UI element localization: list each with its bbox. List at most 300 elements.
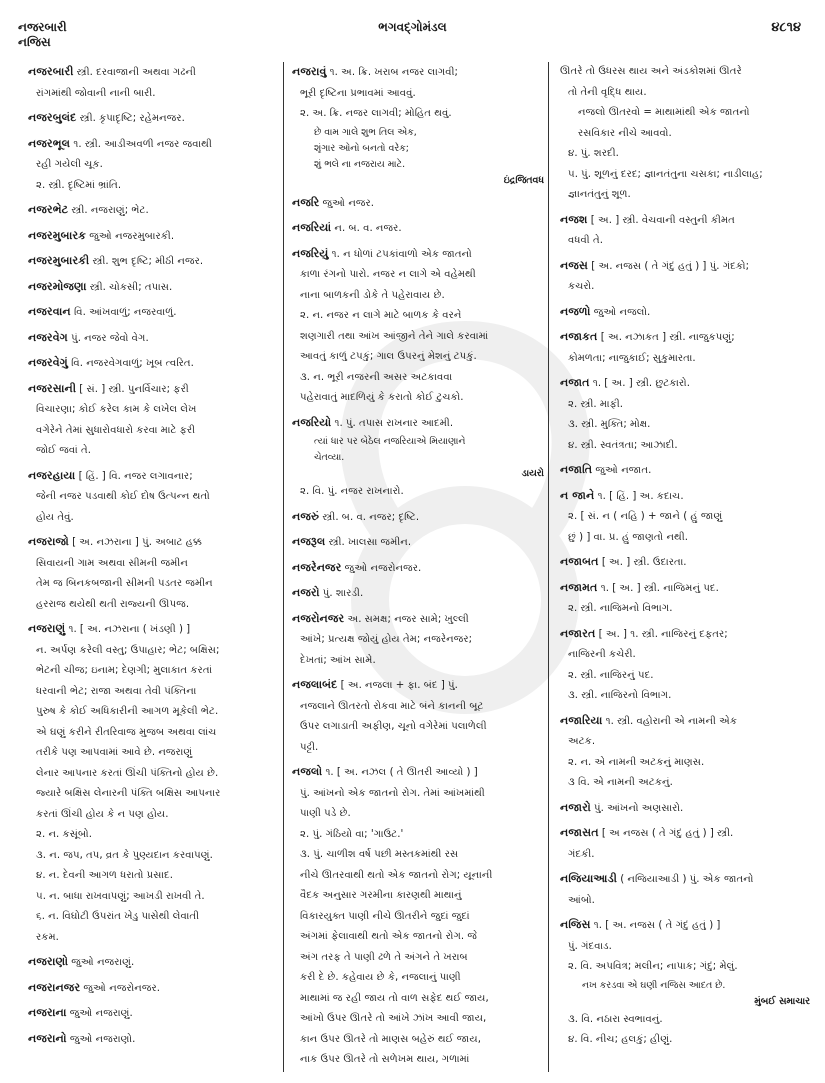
definition-text: સ્ત્રી. કૃપાદૃષ્ટિ; રહેમનજર. <box>79 113 185 124</box>
definition-text: તરીકે પણ આપવામાં આવે છે. નજરાણું <box>36 747 193 758</box>
definition-line <box>292 413 544 435</box>
dictionary-entry <box>28 952 278 974</box>
definition-text: જુઓ નજરાણું. <box>69 1008 133 1019</box>
definition-text: [ અ. નઝાકત ] સ્ત્રી. નાજુકપણું; <box>600 332 735 343</box>
definition-text: ૧. [ અ. નજસ ( તે ગંદું હતું ) ] <box>593 920 721 931</box>
definition-line <box>28 554 278 575</box>
dictionary-entry <box>28 466 278 529</box>
definition-line <box>292 609 544 631</box>
definition-line <box>28 508 278 529</box>
definition-text: [ અ. ] સ્ત્રી. વેચવાની વસ્તુની કીમત <box>590 214 735 226</box>
definition-line <box>560 624 810 646</box>
dictionary-entry <box>560 327 810 369</box>
sense-line: ૨. સ્ત્રી. માફી. <box>568 398 623 410</box>
sense-line: ૩. પું. ચાળીશ વર્ષ પછી મસ્તકમાંથી રસ <box>300 849 459 860</box>
dictionary-entry <box>292 532 544 554</box>
definition-text: તેમ જ બિનકબજાની સીમની પડતર જમીન <box>36 578 213 589</box>
quotation-line: નખ કરડવા એ ઘણી નજિસ આદત છે. <box>582 979 726 991</box>
definition-text: જુઓ નજાત. <box>595 465 652 476</box>
definition-line <box>560 915 810 937</box>
definition-text: આંખે; પ્રત્યક્ષ જોયું હોય તેમ; નજરેનજર; <box>300 634 473 645</box>
definition-line <box>560 83 810 104</box>
column-3 <box>560 62 810 1055</box>
sense-line: ૨. પું. ગંઠિયો વા; 'ગાઉટ.' <box>300 828 404 840</box>
definition-line <box>28 251 278 273</box>
definition-text: ન. બ. વ. નજર. <box>334 223 402 234</box>
quotation-line: ચેતવ્યા. <box>314 452 345 463</box>
sense-line: વૈદક અનુસાર ગરમીના કારણથી માથાનું <box>300 890 462 901</box>
definition-text: પુરુષ કે કોઈ અધિકારીની આગળ મૂકેલી ભેટ. <box>36 706 219 717</box>
definition-line <box>560 62 810 83</box>
definition-line <box>28 1003 278 1025</box>
guide-word-last: નજિસ <box>18 35 51 49</box>
definition-line <box>560 327 810 349</box>
dictionary-entry <box>28 200 278 222</box>
headword: નજાસત <box>560 826 599 839</box>
definition-line <box>28 353 278 375</box>
dictionary-entry <box>28 978 278 1000</box>
headword: નજાતિ <box>560 463 593 476</box>
definition-line <box>292 630 544 651</box>
definition-line <box>28 952 278 974</box>
dictionary-entry <box>292 193 544 215</box>
definition-text: રહી ગયેલી ચૂક. <box>36 159 103 170</box>
definition-line <box>28 226 278 248</box>
definition-line <box>28 421 278 442</box>
definition-line <box>28 200 278 222</box>
definition-line <box>28 62 278 84</box>
headword: નજારો <box>560 800 591 814</box>
definition-text: પું. નજર જેવો વેગ. <box>71 332 149 344</box>
definition-line <box>560 210 810 232</box>
definition-line <box>560 256 810 278</box>
definition-text: દેખતાં; આંખ સામે. <box>300 654 376 666</box>
sense-line: કાન ઉપર ઊતરે તો માણસ બહેરું થઈ જાય, <box>300 1033 481 1045</box>
sense-line: પહેરાવાતું માદળિયું કે કરાતો કોઈ ટુચકો. <box>300 392 464 403</box>
column-2 <box>292 62 544 1075</box>
definition-text: ૧. સ્ત્રી. આડીઅવળી નજર જવાથી <box>73 138 212 150</box>
definition-line <box>292 286 544 307</box>
sense-line: ૪. સ્ત્રી. સ્વતંત્રતા; આઝાદી. <box>568 439 678 451</box>
sense-line: ૩. વિ. નઠારા સ્વભાવનું. <box>568 1013 663 1025</box>
dictionary-entry <box>560 578 810 620</box>
dictionary-entry <box>560 823 810 865</box>
definition-line <box>560 711 810 733</box>
definition-line <box>292 583 544 605</box>
headword: નજામત <box>560 580 598 594</box>
definition-text: ૧. પું. તપાસ રાખનાર આદમી. <box>334 417 454 429</box>
definition-line <box>292 558 544 580</box>
headword: નજરિયું <box>292 246 329 260</box>
definition-text: ૧. [ અ. નઝલ ( તે ઊતરી આવ્યો ) ] <box>325 767 478 778</box>
definition-line <box>292 804 544 825</box>
sense-line: છું ) ] વા. પ્ર. હું જાણતો નથી. <box>568 531 688 543</box>
definition-text: પું. આંખનો અણસારો. <box>594 802 684 814</box>
sense-line: ૫. ન. બાધા રાખવાપણું; આખડી રાખવી તે. <box>36 890 205 902</box>
definition-line <box>560 937 810 958</box>
dictionary-entry <box>560 711 810 794</box>
idiom-line: નજલો ઊતરવો = માથામાંથી એક જાતનો <box>578 107 750 118</box>
dictionary-entry <box>28 108 278 130</box>
definition-text: ભૂરી દૃષ્ટિના પ્રભાવમાં આવવું. <box>300 87 416 99</box>
sense-line: આવતું કાળું ટપકું; ગાલ ઉપરનું મેશનું ટપકું. <box>300 351 477 362</box>
definition-line <box>28 702 278 723</box>
dictionary-entry <box>560 210 810 252</box>
definition-line <box>28 619 278 641</box>
definition-line <box>560 552 810 574</box>
headword: નજરભેટ <box>28 203 69 216</box>
definition-line <box>292 697 544 718</box>
headword: નજાકત <box>560 330 598 343</box>
definition-text: ૧. [ અ. ] સ્ત્રી. છુટકારો. <box>592 378 690 389</box>
definition-line <box>28 595 278 616</box>
quotation-line: છે વામ ગાલે શુભ તિલ એક, <box>314 126 417 138</box>
definition-text: સ્ત્રી. ચોકસી; તપાસ. <box>89 281 173 293</box>
definition-line <box>28 134 278 156</box>
definition-line <box>28 743 278 764</box>
definition-line <box>28 328 278 350</box>
headword: નજરસાની <box>28 381 77 395</box>
headword: નજરમુબારક <box>28 228 87 242</box>
definition-text: સ્ત્રી. નજરાણું; ભેટ. <box>71 205 149 216</box>
definition-text: જુઓ નજરોનજર. <box>344 562 422 574</box>
definition-line <box>560 578 810 600</box>
definition-text: સિવાયની ગામ અથવા સીમની જમીન <box>36 557 188 569</box>
definition-text: નજલાને ઊતરતો રોકવા માટે બંને કાનની બૂટ <box>300 700 484 712</box>
headword: નજલાબંદ <box>292 678 338 691</box>
sense-line: ૨. ન. કસૂંબો. <box>36 829 92 840</box>
definition-text: સ્ત્રી. શુભ દૃષ્ટિ; મીઠી નજર. <box>92 256 204 267</box>
definition-text: લેનાર આપનાર કરતાં ઊંચી પંક્તિનો હોય છે. <box>36 767 219 779</box>
definition-text: ગંદકી. <box>568 848 595 860</box>
dictionary-entry <box>28 251 278 273</box>
sense-line: ૨. [ સં. ન ( નહિ ) + જાને ( હું જાણું <box>568 511 723 522</box>
definition-text: પટ્ટી. <box>300 741 319 753</box>
headword: નજરાજો <box>28 535 69 548</box>
definition-line <box>28 302 278 324</box>
sense-line: માથામાં જ રહી જાય તો વાળ સફેદ થઈ જાય, <box>300 992 489 1004</box>
definition-text: [ અ. નજસ ( તે ગંદું હતું ) ] પું. ગંદકો; <box>591 260 750 272</box>
sense-line: ૨. અ. ક્રિ. નજર લાગવી; મોહિત થવું. <box>300 108 452 119</box>
definition-text: વગેરેને તેમાં સુધારોવધારો કરવા માટે ફરી <box>36 424 196 436</box>
sense-line: કરી દે છે. કહેવાય છે કે, નજલાનું પાણી <box>300 972 461 983</box>
headword: નજિસ <box>560 918 591 931</box>
headword: નજરબુલંદ <box>28 111 77 124</box>
definition-line <box>560 302 810 324</box>
page-header <box>0 0 825 56</box>
dictionary-entry <box>28 277 278 299</box>
sense-line: જ્ઞાનતંતુનું શૂળ. <box>568 189 631 200</box>
dictionary-entry <box>292 762 544 1071</box>
headword: નજારત <box>560 626 596 640</box>
headword: નજલો <box>292 765 323 778</box>
definition-text: કરતાં ઊંચી હોય કે ન પણ હોય. <box>36 808 169 820</box>
dictionary-entry <box>560 869 810 911</box>
definition-line <box>292 507 544 529</box>
dictionary-entry <box>560 373 810 456</box>
definition-text: જુઓ નજરાણો. <box>69 1033 136 1045</box>
sense-line: ૬. ન. વિઘોટી ઉપરાંત ખેડુ પાસેથી લેવાતી <box>36 911 199 922</box>
definition-line <box>28 466 278 488</box>
dictionary-entry <box>28 226 278 248</box>
sense-line: ૪. વિ. નીચ; હલકું; હીણું. <box>568 1034 673 1045</box>
column-divider <box>548 62 549 1072</box>
definition-line <box>560 845 810 866</box>
definition-text: ૧. [ અ. નઝરાના ( ખંડણી ) ] <box>68 624 191 635</box>
definition-line <box>560 869 810 891</box>
dictionary-entry <box>560 798 810 820</box>
quotation-source: ડાયરો <box>521 468 544 479</box>
definition-line <box>560 732 810 753</box>
definition-text: ભેટની ચીજ; ઇનામ; દેણગી; મુલાકાત કરતાં <box>36 665 213 676</box>
definition-line <box>28 155 278 176</box>
sense-line: ૨. સ્ત્રી. નાજિરનું પદ. <box>568 669 654 681</box>
definition-line <box>28 641 278 662</box>
dictionary-entry <box>28 134 278 197</box>
definition-text: અ. સમક્ષ; નજર સામે; ખુલ્લી <box>347 613 469 625</box>
headword: નજાબત <box>560 555 599 568</box>
headword: નજરબારી <box>28 65 74 78</box>
definition-line <box>560 460 810 482</box>
headword: નજરોનજર <box>292 611 345 625</box>
definition-text: કોમળતા; નાજુકાઈ; સુકુમારતા. <box>568 352 696 364</box>
definition-text: વિ. નજરવેગવાળું; ખૂબ ત્વરિત. <box>71 358 194 369</box>
dictionary-entry <box>292 609 544 672</box>
sense-line: ૨. ન. નજર ન લાગે માટે બાળક કે વરને <box>300 310 462 321</box>
definition-line <box>292 244 544 266</box>
sense-line: અંગમાં ફેલાવાથી થતો એક જાતનો રોગ. જે <box>300 931 478 942</box>
definition-text: પું. ગંદવાડ. <box>568 940 612 952</box>
dictionary-title: ભગવદ્ગોમંડલ <box>378 20 447 34</box>
dictionary-entry <box>292 675 544 758</box>
definition-line <box>292 218 544 240</box>
definition-line <box>292 738 544 759</box>
definition-text: ૧. ન ધોળાં ટપકાંવાળો એક જાતનો <box>331 248 472 260</box>
definition-line <box>28 108 278 130</box>
sense-line: ૩. સ્ત્રી. નાજિરનો વિભાગ. <box>568 690 672 701</box>
definition-text: [ અ. ] ૧. સ્ત્રી. નાજિરનું દફતર; <box>598 628 728 640</box>
definition-text: સ્ત્રી. દરવાજાની અથવા ગઢની <box>76 67 196 78</box>
dictionary-entry <box>560 915 810 1051</box>
definition-line <box>28 723 278 744</box>
definition-line <box>560 798 810 820</box>
sense-line: નાક ઉપર ઊતરે તો સળેખમ થાય, ગળામાં <box>300 1054 470 1065</box>
definition-text: સ્ત્રી. ખાલસા જમીન. <box>328 537 412 548</box>
dictionary-entry <box>28 619 278 948</box>
headword: નજરાના <box>28 1006 67 1019</box>
headword: નજરિ <box>292 195 320 209</box>
definition-line <box>292 532 544 554</box>
headword: નજિયાઆડી <box>560 872 617 885</box>
definition-text: જોઈ જવાં તે. <box>36 445 91 456</box>
definition-text: વિચારણા; કોઈ કરેલ કામ કે લખેલ લેખ <box>36 404 197 415</box>
definition-text: પું. આંખનો એક જાતનો રોગ. તેમાં આંખમાંથી <box>300 787 485 799</box>
dictionary-entry <box>292 62 544 189</box>
definition-text: ૧. [ અ. ] સ્ત્રી. નાજિમનું પદ. <box>600 582 719 594</box>
definition-line <box>560 645 810 666</box>
sense-line: ૨. ન. એ નામની અટકનું માણસ. <box>568 756 705 768</box>
page-number: ૪૮૧૪ <box>771 20 801 35</box>
definition-text: [ સં. ] સ્ત્રી. પુનર્વિચાર; ફરી <box>79 383 189 395</box>
definition-text: [ અ નજસ ( તે ગંદું હતું ) ] સ્ત્રી. <box>601 828 734 839</box>
sense-line: અંગ તરફ તે પાણી ઢળે તે અંગને તે ખરાબ <box>300 951 468 963</box>
dictionary-entry <box>292 583 544 605</box>
headword: નજળો <box>560 304 591 318</box>
definition-line <box>28 764 278 785</box>
dictionary-entry <box>292 218 544 240</box>
dictionary-entry <box>28 379 278 462</box>
headword: નજરમુબારકી <box>28 254 90 267</box>
column-1 <box>28 62 278 1054</box>
column-divider <box>283 62 284 1072</box>
headword: નજરહાયા <box>28 468 76 482</box>
sense-line: આંખો ઉપર ઊતરે તો આંખે ઝાંખ આવી જાય, <box>300 1013 487 1024</box>
headword: નજરવેગ <box>28 330 68 344</box>
definition-text: ૧. [ હિં. ] અ. કદાચ. <box>597 490 684 502</box>
headword: નજાત <box>560 376 590 389</box>
definition-text: એ ઘણું કરીને રીતરિવાજ મુજબ અથવા લાંચ <box>36 726 217 738</box>
headword: નજરવેગું <box>28 356 68 369</box>
definition-text: રાંગમાંથી જોવાની નાની બારી. <box>36 87 156 99</box>
headword: નજરિયો <box>292 415 332 429</box>
definition-text: તો તેની વૃદ્ધિ થાય. <box>568 86 647 98</box>
definition-line <box>28 978 278 1000</box>
dictionary-entry <box>560 624 810 707</box>
sense-line: ૩. ન. જપ, તપ, વ્રત કે પુણ્યદાન કરવાપણું. <box>36 849 213 861</box>
sense-line: ૩. સ્ત્રી. મુક્તિ; મોક્ષ. <box>568 419 651 430</box>
sense-line: ૪. ન. દેવની આગળ ધરાતો પ્રસાદ. <box>36 870 173 881</box>
sense-line: ૩. ન. ભૂરી નજરની અસર અટકાવવા <box>300 371 453 383</box>
headword: નજરાનજર <box>28 980 81 994</box>
definition-text: વધવી તે. <box>568 235 603 246</box>
definition-text: હોય તેવું. <box>36 511 74 523</box>
sense-line: ૩ વિ. એ નામની અટકનું. <box>568 777 673 788</box>
definition-text: કચરો. <box>568 281 595 292</box>
dictionary-entry <box>560 62 810 206</box>
definition-text: [ અ. નજલા + ફા. બંદ ] પું. <box>340 680 458 691</box>
definition-text: [ અ. ] સ્ત્રી. ઉદારતા. <box>601 557 687 568</box>
definition-line <box>28 379 278 401</box>
definition-text: જેની નજર પડવાથી કોઈ દોષ ઉત્પન્ન થતો <box>36 491 210 502</box>
headword: નજરો <box>292 586 320 599</box>
quotation-source: ઇંદ્રજિતવધ <box>503 174 544 186</box>
headword: નજરેનજર <box>292 560 342 574</box>
dictionary-entry <box>28 353 278 375</box>
definition-text: ઊતરે તો ઉધરસ થાય અને અંડકોશમાં ઊતરે <box>560 66 742 77</box>
definition-text: વિ. આંખવાળું; નજરવાળું. <box>74 307 177 318</box>
sense-line: રકમ. <box>36 931 59 943</box>
idiom-line: રસવિકાર નીચે આવવો. <box>578 127 672 139</box>
dictionary-entry <box>560 302 810 324</box>
dictionary-entry <box>560 256 810 298</box>
dictionary-entry <box>292 413 544 503</box>
definition-line <box>560 349 810 370</box>
definition-text: નાના બાળકની ડોકે તે પહેરાવાય છે. <box>300 289 445 301</box>
dictionary-entry <box>292 507 544 529</box>
definition-line <box>28 661 278 682</box>
definition-line <box>292 62 544 84</box>
definition-line <box>28 682 278 703</box>
definition-text: ધરવાની ભેટ; રાજા અથવા તેવી પંક્તિના <box>36 685 197 697</box>
definition-line <box>292 784 544 805</box>
definition-text: પાણી પડે છે. <box>300 808 351 819</box>
definition-line <box>28 84 278 105</box>
sense-line: ૨. વિ. પું. નજર રાખનારો. <box>300 486 404 497</box>
definition-line <box>292 675 544 697</box>
definition-text: આંબો. <box>568 894 595 906</box>
definition-line <box>28 1029 278 1051</box>
definition-line <box>292 265 544 286</box>
definition-text: ( નજિયાઆડી ) પું. એક જાતનો <box>620 874 754 885</box>
definition-line <box>28 574 278 595</box>
sense-line: વિકારયુક્ત પાણી નીચે ઊતરીને જુદાં જુદાં <box>300 910 470 922</box>
headword: ન જાને <box>560 488 595 502</box>
definition-line <box>292 193 544 215</box>
definition-line <box>28 400 278 421</box>
dictionary-entry <box>28 532 278 615</box>
definition-text: જુઓ નજરાણું. <box>71 957 135 968</box>
headword: નજસ <box>560 258 588 272</box>
definition-text: હરરાજ થયેથી થતી રાજ્યની ઊપજ. <box>36 598 190 610</box>
definition-line <box>28 441 278 462</box>
dictionary-entry <box>28 1029 278 1051</box>
sense-line: ૨. વિ. અપવિત્ર; મલીન; નાપાક; ગંદું; મેલું. <box>568 961 738 972</box>
definition-text: જુઓ નજર. <box>322 197 375 209</box>
definition-text: ન. અર્પણ કરેલી વસ્તુ; ઉપાહાર; ભેટ; બક્ષિસ; <box>36 644 220 656</box>
headword: નજશ <box>560 212 588 226</box>
headword: નજરભૂલ <box>28 136 71 150</box>
headword: નજરિયાં <box>292 221 332 234</box>
headword: નજરાનો <box>28 1031 67 1045</box>
definition-line <box>560 823 810 845</box>
headword: નજરૂલ <box>292 535 326 548</box>
dictionary-entry <box>28 1003 278 1025</box>
definition-line <box>28 277 278 299</box>
headword: નજરમોજણા <box>28 279 87 293</box>
quotation-line: ત્યાં ધાર પર બેઠેલ નજરિયાએ મિયાણાને <box>314 436 466 447</box>
definition-text: સ્ત્રી. બ. વ. નજર; દૃષ્ટિ. <box>322 511 420 523</box>
headword: નજરવાન <box>28 305 71 318</box>
quotation-line: શું ભલે ના નજરાય માટે. <box>314 158 406 170</box>
dictionary-entry <box>28 62 278 104</box>
definition-text: [ હિં. ] વિ. નજર લગાવનાર; <box>78 470 193 482</box>
sense-line: ૨. સ્ત્રી. દૃષ્ટિમાં ભ્રાંતિ. <box>36 179 122 191</box>
dictionary-entry <box>28 328 278 350</box>
dictionary-entry <box>560 552 810 574</box>
definition-line <box>28 487 278 508</box>
definition-line <box>28 532 278 554</box>
quotation-line: શૃંગાર ઓનો બનતો વરેક; <box>314 142 409 154</box>
definition-text: જુઓ નજરોનજર. <box>83 982 161 994</box>
definition-line <box>292 651 544 672</box>
definition-line <box>292 762 544 784</box>
definition-text: જુઓ નજરમુબારકી. <box>89 230 175 242</box>
headword: નજારિયા <box>560 713 603 727</box>
definition-line <box>292 717 544 738</box>
sense-line: ૫. પું. શૂળનું દરદ; જ્ઞાનતંતુના ચસકા; નાડીલાહ; <box>568 168 763 180</box>
definition-text: ૧. અ. ક્રિ. ખરાબ નજર લાગવી; <box>329 67 458 78</box>
headword: નજરાણો <box>28 955 68 968</box>
definition-line <box>292 84 544 105</box>
definition-line <box>560 891 810 912</box>
dictionary-entry <box>292 558 544 580</box>
quotation-source: મુંબઈ સમાચાર <box>754 995 810 1007</box>
headword: નજરાણું <box>28 622 66 635</box>
sense-line: નીચે ઊતરવાથી થતો એક જાતનો રોગ; યૂનાની <box>300 869 493 881</box>
sense-line: શણગારી તથા આંખ આંજીને તેને ગાલે કરવામાં <box>300 330 489 342</box>
sense-line: ૪. પું. શરદી. <box>568 148 619 159</box>
definition-text: ૧. સ્ત્રી. વહોરાની એ નામની એક <box>605 715 738 727</box>
